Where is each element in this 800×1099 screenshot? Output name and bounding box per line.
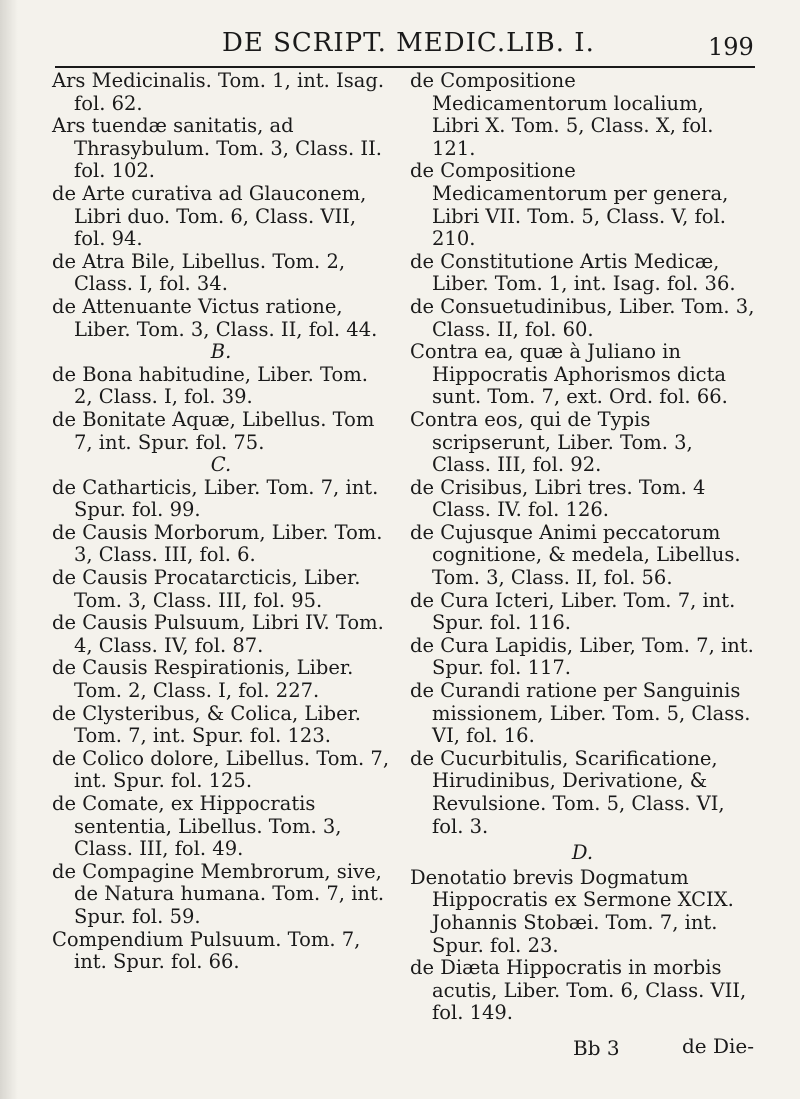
index-entry: de Bonitate Aquæ, Libellus. Tom 7, int. Spur. fol. 75. [52, 407, 375, 454]
index-entry: de Crisibus, Libri tres. Tom. 4 Class. IV. fol. 126. [410, 475, 706, 522]
index-entry: de Arte curativa ad Glauconem, Libri duo. Tom. 6, Class. VII, fol. 94. [52, 181, 367, 251]
index-entry: de Diæta Hippocratis in morbis acutis, Liber. Tom. 6, Class. VII, fol. 149. [410, 956, 747, 1025]
section-letter: B. [210, 340, 232, 364]
index-entry: Denotatio brevis Dogmatum Hippocratis ex Sermone XCIX. Johannis Stobæi. Tom. 7, int. Spur. fol. 23. [410, 865, 734, 957]
index-entry: de Atra Bile, Libellus. Tom. 2, Class. I, fol. 34. [52, 249, 346, 296]
left-column [52, 70, 390, 974]
index-entry: Ars tuendæ sanitatis, ad Thrasybulum. Tom. 3, Class. II. fol. 102. [52, 114, 382, 183]
index-entry: Contra eos, qui de Typis scripserunt, Liber. Tom. 3, Class. III, fol. 92. [410, 407, 693, 477]
index-entry: de Causis Procatarcticis, Liber. Tom. 3, Class. III, fol. 95. [52, 566, 361, 612]
index-entry: de Causis Respirationis, Liber. Tom. 2, Class. I, fol. 227. [52, 656, 354, 703]
index-entry: Contra ea, quæ à Juliano in Hippocratis Aphorismos dicta sunt. Tom. 7, ext. Ord. fol. 66. [410, 340, 728, 409]
index-entry: de Clysteribus, & Colica, Liber. Tom. 7, int. Spur. fol. 123. [52, 701, 362, 748]
index-entry: de Bona habitudine, Liber. Tom. 2, Class. I, fol. 39. [52, 362, 368, 409]
index-entry: Ars Medicinalis. Tom. 1, int. Isag. fol. 62. [52, 69, 385, 115]
index-entry: de Compagine Membrorum, sive, de Natura humana. Tom. 7, int. Spur. fol. 59. [52, 859, 385, 928]
index-entry: de Curandi ratione per Sanguinis missionem, Liber. Tom. 5, Class. VI, fol. 16. [410, 679, 751, 748]
page-number: 199 [708, 33, 754, 61]
index-entry: de Compositione Medicamentorum localium, Libri X. Tom. 5, Class. X, fol. 121. [410, 69, 714, 160]
index-entry: de Attenuante Victus ratione, Liber. Tom. 3, Class. II, fol. 44. [52, 294, 378, 341]
index-entry: de Comate, ex Hippocratis sententia, Libellus. Tom. 3, Class. III, fol. 49. [52, 792, 342, 861]
section-letter: C. [210, 453, 232, 477]
index-entry: de Cura Lapidis, Liber, Tom. 7, int. Spur. fol. 117. [410, 633, 754, 680]
section-letter: D. [571, 841, 594, 865]
header-rule [55, 66, 755, 68]
index-entry: de Consuetudinibus, Liber. Tom. 3, Class. II, fol. 60. [410, 294, 755, 341]
right-column [410, 70, 755, 1025]
index-entry: de Cujusque Animi peccatorum cognitione, & medela, Libellus. Tom. 3, Class. II, fol. 56. [410, 520, 741, 590]
running-head-title: DE SCRIPT. MEDIC.LIB. I. [222, 28, 595, 58]
index-entry: de Causis Morborum, Liber. Tom. 3, Class. III, fol. 6. [52, 520, 383, 567]
index-entry: de Causis Pulsuum, Libri IV. Tom. 4, Class. IV, fol. 87. [52, 611, 384, 657]
index-entry: de Colico dolore, Libellus. Tom. 7, int. Spur. fol. 125. [52, 746, 390, 793]
index-entry: de Cucurbitulis, Scarificatione, Hirudinibus, Derivatione, & Revulsione. Tom. 5, Class. VI, fol. 3. [410, 746, 725, 838]
catchword: de Die- [682, 1034, 755, 1058]
index-entry: de Constitutione Artis Medicæ, Liber. Tom. 1, int. Isag. fol. 36. [410, 249, 736, 296]
index-entry: de Compositione Medicamentorum per genera, Libri VII. Tom. 5, Class. V, fol. 210. [410, 159, 729, 251]
index-entry: Compendium Pulsuum. Tom. 7, int. Spur. fol. 66. [52, 927, 361, 974]
index-entry: de Catharticis, Liber. Tom. 7, int. Spur. fol. 99. [52, 475, 379, 522]
index-entry: de Cura Icteri, Liber. Tom. 7, int. Spur. fol. 116. [410, 588, 736, 635]
signature-mark: Bb 3 [573, 1036, 620, 1060]
page-gutter-shadow [0, 0, 18, 1099]
